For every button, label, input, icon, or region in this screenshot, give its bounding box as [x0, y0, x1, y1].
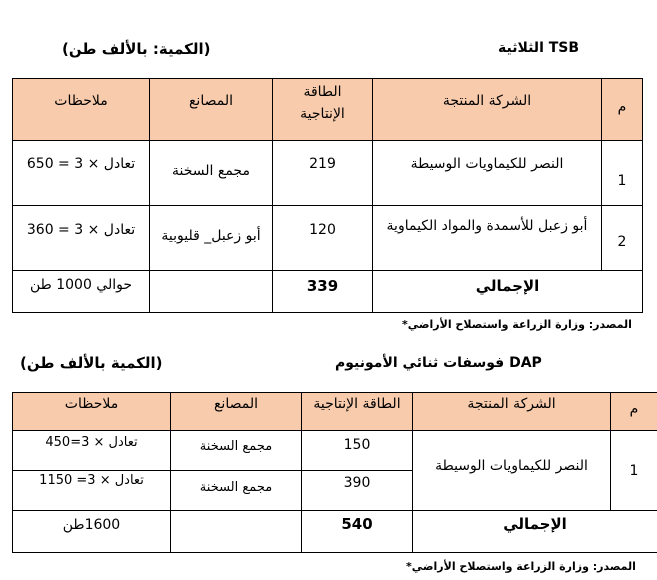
total-row: [13, 271, 643, 313]
row-index: 2: [602, 206, 643, 271]
factory-cell: مجمع السخنة: [150, 141, 273, 206]
factory-cell: مجمع السخنة: [171, 431, 302, 471]
table1-source: *المصدر: وزارة الزراعة واستصلاح الأراضي: [402, 318, 632, 331]
capacity-cell: 150: [302, 431, 413, 471]
company-cell: أبو زعبل للأسمدة والمواد الكيماوية: [373, 206, 602, 271]
table2-header-index: م: [611, 393, 657, 431]
table2-header-notes: ملاحظات: [13, 393, 171, 431]
table1-header-factories: المصانع: [150, 79, 273, 141]
total-capacity: 339: [273, 271, 373, 313]
factory-cell: مجمع السخنة: [171, 471, 302, 511]
table1-title: الثلاثية TSB: [498, 40, 580, 56]
total-row: [13, 511, 657, 553]
row-index: 1: [611, 431, 657, 511]
row-index: 1: [602, 141, 643, 206]
table2-unit: (الكمية بالألف طن): [20, 354, 163, 372]
capacity-cell: 120: [273, 206, 373, 271]
table2-header-capacity: الطاقة الإنتاجية: [302, 393, 413, 431]
notes-cell: تعادل × 3 = 650: [13, 141, 150, 206]
table2-header-factories: المصانع: [171, 393, 302, 431]
total-notes: 1600طن: [13, 511, 171, 553]
table2-title: فوسفات ثنائي الأمونيوم DAP: [335, 355, 542, 371]
table2-header-company: الشركة المنتجة: [413, 393, 611, 431]
table-row: [13, 141, 643, 206]
table1-header-capacity: [273, 79, 373, 141]
total-capacity: 540: [302, 511, 413, 553]
total-factory-empty: [171, 511, 302, 553]
table1-unit: (الكمية: بالألف طن): [62, 40, 211, 58]
table-row: [13, 206, 643, 271]
factory-cell: أبو زعبل_ قليوبية: [150, 206, 273, 271]
total-label: الإجمالي: [373, 271, 643, 313]
notes-cell: تعادل × 3 = 360: [13, 206, 150, 271]
table1-header-index: م: [602, 79, 643, 141]
tsb-table: [12, 78, 643, 313]
company-cell: النصر للكيماويات الوسيطة: [413, 431, 611, 511]
table1-header-row: [13, 79, 643, 141]
capacity-cell: 219: [273, 141, 373, 206]
total-factory-empty: [150, 271, 273, 313]
table2-source: *المصدر: وزارة الزراعة واستصلاح الأراضي: [406, 560, 636, 573]
table1-header-capacity-line1: الطاقة: [303, 84, 342, 100]
table-row: [13, 431, 657, 471]
total-notes: حوالي 1000 طن: [13, 271, 150, 313]
table1-header-company: الشركة المنتجة: [373, 79, 602, 141]
notes-cell: تعادل × 3=450: [13, 431, 171, 471]
table1-header-capacity-line2: الإنتاجية: [300, 106, 345, 122]
total-label: الإجمالي: [413, 511, 657, 553]
capacity-cell: 390: [302, 471, 413, 511]
dap-table: [12, 392, 657, 553]
company-cell: النصر للكيماويات الوسيطة: [373, 141, 602, 206]
table1-header-notes: ملاحظات: [13, 79, 150, 141]
table2-header-row: [13, 393, 657, 431]
notes-cell: تعادل × 3= 1150: [13, 471, 171, 511]
